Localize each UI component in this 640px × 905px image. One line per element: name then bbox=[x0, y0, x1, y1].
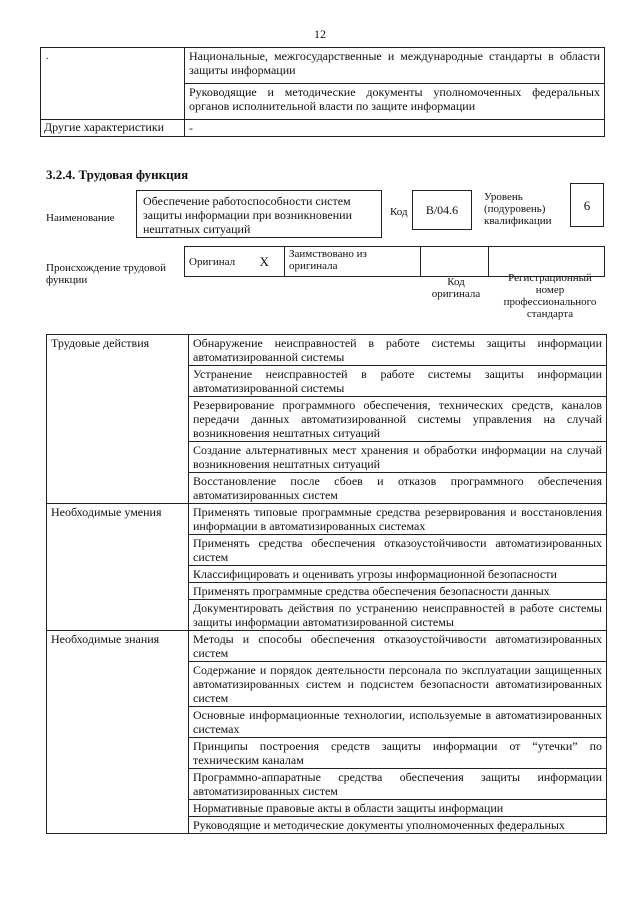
original-mark: X bbox=[245, 247, 285, 277]
required-skills-item: Применять типовые программные средства резервирования и восстановления информации в автоматизированных системах bbox=[189, 504, 607, 535]
labor-actions-item: Восстановление после сбоев и отказов программного обеспечения автоматизированных систем bbox=[189, 473, 607, 504]
page-number: 12 bbox=[314, 27, 326, 41]
level-value: 6 bbox=[583, 198, 591, 213]
level-label: Уровень (подуровень) квалификации bbox=[484, 191, 552, 227]
required-knowledge-item: Руководящие и методические документы уполномоченных федеральных bbox=[189, 817, 607, 834]
required-knowledge-item: Программно-аппаратные средства обеспечения защиты информации автоматизированных систем bbox=[189, 769, 607, 800]
labor-actions-label: Трудовые действия bbox=[47, 335, 189, 504]
labor-actions-item: Резервирование программного обеспечения, технических средств, каналов передачи данных автоматизированной системы управления на случай возникновения нештатных ситуаций bbox=[189, 397, 607, 442]
code-label: Код bbox=[390, 206, 408, 218]
scan-dot: . bbox=[46, 51, 49, 62]
name-label: Наименование bbox=[46, 212, 115, 224]
top-table-row-guidance: Руководящие и методические документы уполномоченных федеральных органов исполнительной власти по защите информации bbox=[185, 84, 605, 120]
function-name-box bbox=[136, 190, 382, 238]
labor-actions-item: Обнаружение неисправностей в работе системы защиты информации автоматизированной системы bbox=[189, 335, 607, 366]
labor-actions-item: Создание альтернативных мест хранения и обработки информации на случай возникновения нештатных ситуаций bbox=[189, 442, 607, 473]
required-knowledge-item: Содержание и порядок деятельности персонала по эксплуатации защищенных автоматизированных систем и подсистем безопасности автоматизированных систем bbox=[189, 662, 607, 707]
top-table-row-standards: Национальные, межгосударственные и международные стандарты в области защиты информации bbox=[185, 48, 605, 84]
other-characteristics-value: - bbox=[185, 120, 605, 137]
level-box bbox=[570, 183, 604, 227]
main-table bbox=[46, 334, 607, 834]
required-skills-label: Необходимые умения bbox=[47, 504, 189, 631]
top-table bbox=[40, 47, 605, 137]
function-name-value: Обеспечение работоспособности систем защиты информации при возникновении нештатных ситуаций bbox=[143, 194, 353, 236]
origin-label: Происхождение трудовой функции bbox=[46, 262, 167, 286]
borrowed-label: Заимствовано из оригинала bbox=[285, 247, 421, 277]
original-label: Оригинал bbox=[185, 247, 245, 277]
required-knowledge-item: Принципы построения средств защиты информации от “утечки” по техническим каналам bbox=[189, 738, 607, 769]
section-title: 3.2.4. Трудовая функция bbox=[46, 167, 189, 182]
required-skills-item: Классифицировать и оценивать угрозы информационной безопасности bbox=[189, 566, 607, 583]
required-knowledge-item: Нормативные правовые акты в области защиты информации bbox=[189, 800, 607, 817]
table-row bbox=[47, 335, 607, 366]
required-skills-item: Документировать действия по устранению неисправностей в работе системы защиты информации автоматизированной системы bbox=[189, 600, 607, 631]
required-knowledge-label: Необходимые знания bbox=[47, 631, 189, 834]
required-skills-item: Применять средства обеспечения отказоустойчивости автоматизированных систем bbox=[189, 535, 607, 566]
reg-number-label: Регистрационный номер профессионального стандарта bbox=[503, 272, 597, 320]
top-table-empty-cell bbox=[41, 48, 185, 120]
code-value: В/04.6 bbox=[425, 203, 459, 217]
table-row bbox=[47, 631, 607, 662]
table-row bbox=[47, 504, 607, 535]
code-original-cell bbox=[421, 247, 489, 277]
labor-actions-item: Устранение неисправностей в работе системы защиты информации автоматизированной системы bbox=[189, 366, 607, 397]
code-box bbox=[412, 190, 472, 230]
required-knowledge-item: Основные информационные технологии, используемые в автоматизированных системах bbox=[189, 707, 607, 738]
code-original-label: Код оригинала bbox=[431, 276, 481, 300]
other-characteristics-label: Другие характеристики bbox=[41, 120, 185, 137]
required-skills-item: Применять программные средства обеспечения безопасности данных bbox=[189, 583, 607, 600]
required-knowledge-item: Методы и способы обеспечения отказоустойчивости автоматизированных систем bbox=[189, 631, 607, 662]
